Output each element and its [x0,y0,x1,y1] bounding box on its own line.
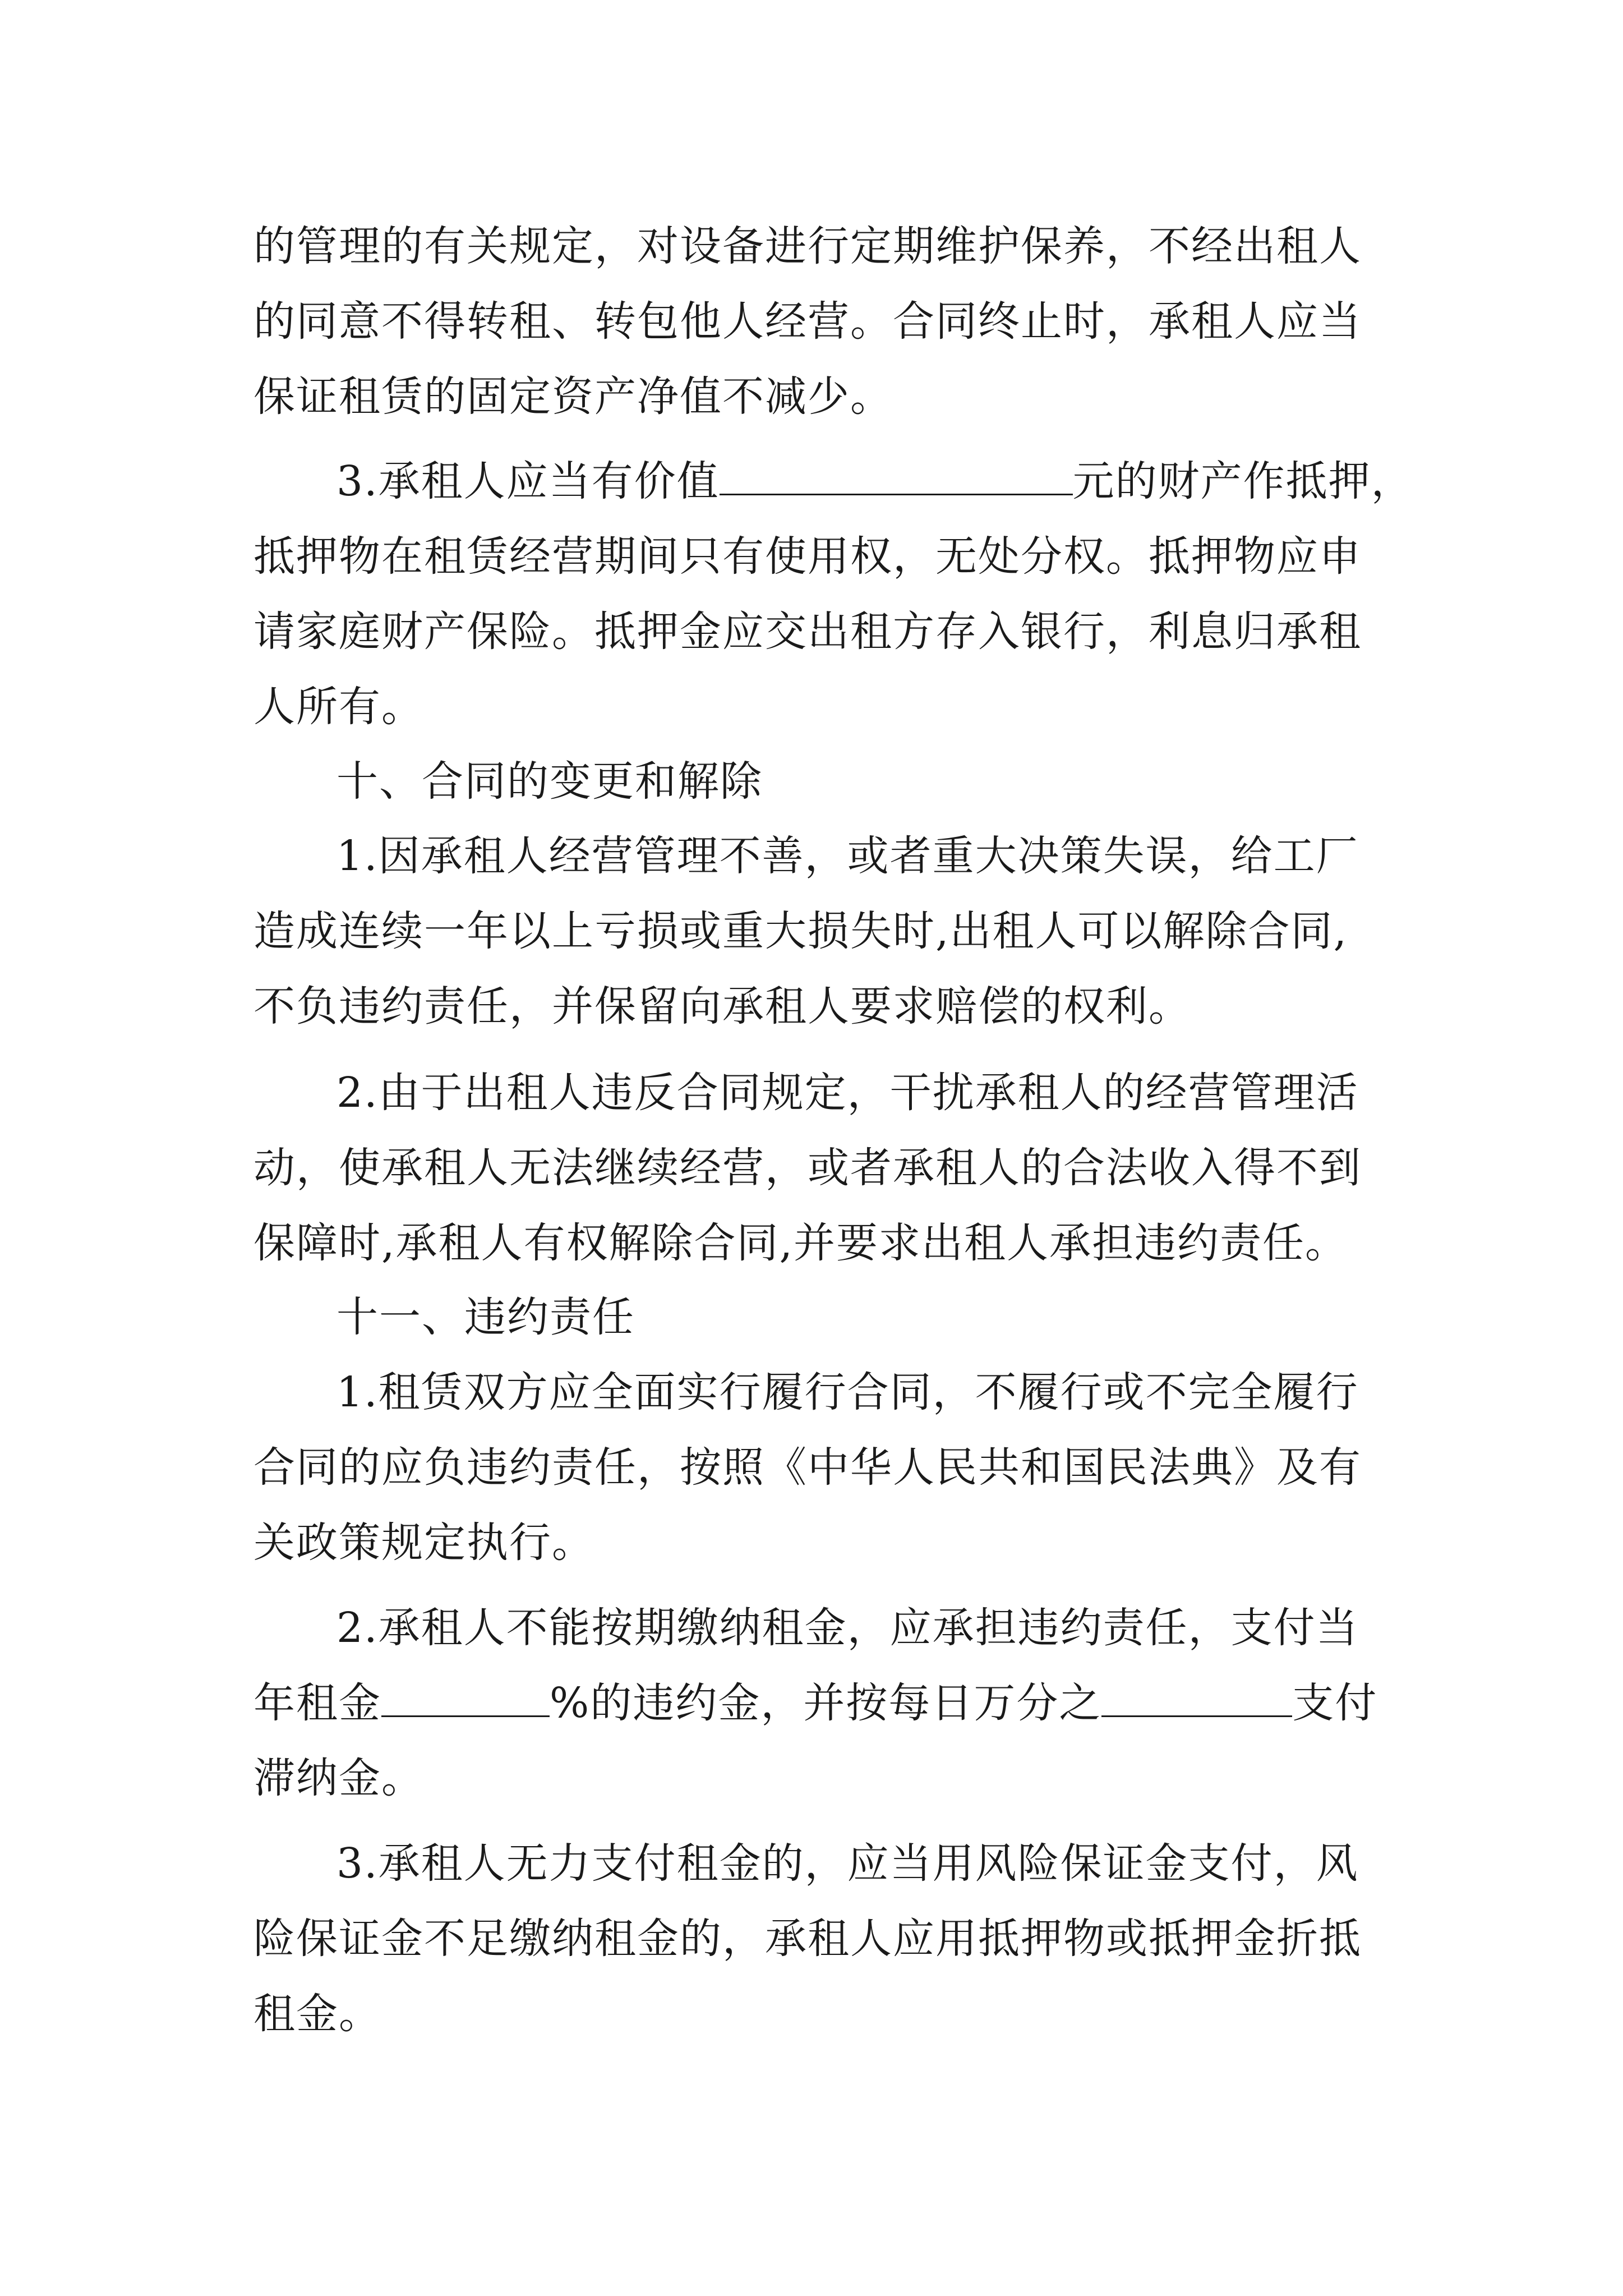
section-heading: 十、合同的变更和解除 [336,757,763,806]
body-text-line: 滞纳金。 [253,1754,424,1802]
body-text-line: 3.承租人无力支付租金的，应当用风险保证金支付，风 [336,1839,1359,1888]
text-before-blank: 3.承租人应当有价值 [336,457,720,505]
body-text-line: 人所有。 [253,683,424,731]
fill-in-blank [1101,1678,1292,1717]
body-text-line: 的同意不得转租、转包他人经营。合同终止时，承租人应当 [253,297,1362,346]
fill-in-blank [720,457,1073,495]
body-text-line: 1.因承租人经营管理不善，或者重大决策失误，给工厂 [336,832,1359,880]
fill-in-blank [381,1678,550,1717]
clause-line-with-blank [253,1664,1386,1742]
body-text-line: 保证租赁的固定资产净值不减少。 [253,372,893,421]
body-text-line: 请家庭财产保险。抵押金应交出租方存入银行，利息归承租 [253,608,1362,656]
body-text-line: 2.由于出租人违反合同规定，干扰承租人的经营管理活 [336,1069,1359,1117]
body-text-line: 的管理的有关规定，对设备进行定期维护保养，不经出租人 [253,222,1362,270]
body-text-line: 合同的应负违约责任，按照《中华人民共和国民法典》及有 [253,1443,1362,1492]
body-text-line: 造成连续一年以上亏损或重大损失时,出租人可以解除合同, [253,907,1348,955]
body-text-line: 租金。 [253,1990,381,2038]
text-between-blanks: %的违约金，并按每日万分之 [550,1679,1102,1727]
text-before-blank: 年租金 [253,1679,381,1727]
section-heading: 十一、违约责任 [336,1293,635,1341]
body-text-line: 动，使承租人无法继续经营，或者承租人的合法收入得不到 [253,1144,1362,1192]
body-text-line: 险保证金不足缴纳租金的，承租人应用抵押物或抵押金折抵 [253,1915,1362,1963]
body-text-line: 关政策规定执行。 [253,1519,594,1567]
body-text-line: 1.租赁双方应全面实行履行合同，不履行或不完全履行 [336,1368,1359,1416]
body-text-line: 保障时,承租人有权解除合同,并要求出租人承担违约责任。 [253,1219,1348,1267]
body-text-line: 2.承租人不能按期缴纳租金，应承担违约责任，支付当 [336,1604,1359,1652]
clause-line-with-blank [336,442,1469,521]
text-after-blank: 元的财产作抵押， [1072,457,1414,505]
body-text-line: 不负违约责任，并保留向承租人要求赔偿的权利。 [253,982,1191,1030]
text-after-blank: 支付 [1292,1679,1378,1727]
body-text-line: 抵押物在租赁经营期间只有使用权，无处分权。抵押物应申 [253,532,1362,581]
